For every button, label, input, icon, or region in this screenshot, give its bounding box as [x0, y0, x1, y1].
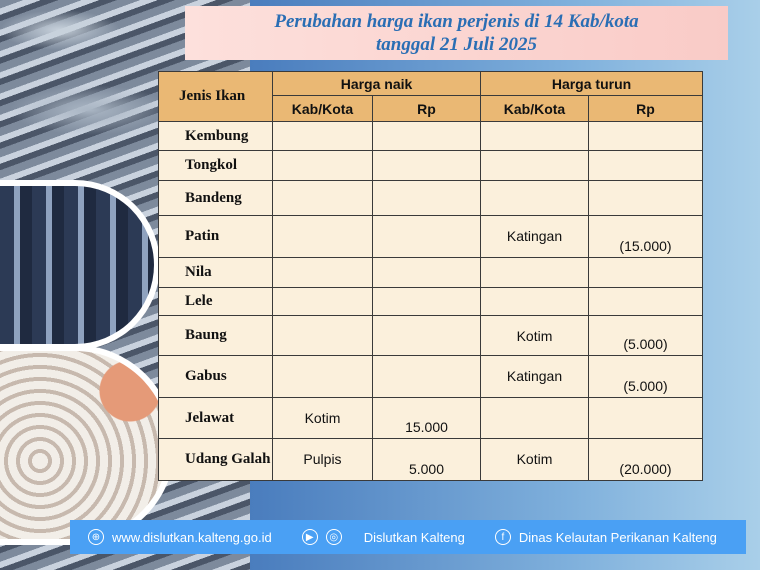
table-row	[159, 316, 703, 356]
turun-rp-cell: (5.000)	[589, 356, 703, 398]
title-line2: tanggal 21 Juli 2025	[376, 34, 537, 55]
fish-name: Baung	[159, 316, 273, 356]
turun-kab-cell	[481, 398, 589, 439]
naik-kab-cell: Pulpis	[273, 439, 373, 481]
youtube-icon: ▶	[302, 529, 318, 545]
header-jenis-ikan: Jenis Ikan	[159, 72, 273, 122]
naik-rp-cell	[373, 181, 481, 216]
table-row	[159, 258, 703, 288]
price-change-table	[158, 71, 703, 481]
globe-icon: ⊕	[88, 529, 104, 545]
naik-rp-cell: 5.000	[373, 439, 481, 481]
table-row	[159, 398, 703, 439]
naik-rp-cell	[373, 356, 481, 398]
naik-kab-cell	[273, 316, 373, 356]
fish-name: Tongkol	[159, 151, 273, 181]
naik-kab-cell	[273, 258, 373, 288]
facebook-page[interactable]: Dinas Kelautan Perikanan Kalteng	[518, 529, 717, 545]
turun-rp-cell: (20.000)	[589, 439, 703, 481]
naik-rp-cell	[373, 122, 481, 151]
fish-name: Jelawat	[159, 398, 273, 439]
header-turun-rp: Rp	[589, 96, 703, 122]
naik-rp-cell	[373, 288, 481, 316]
turun-kab-cell	[481, 288, 589, 316]
table-row	[159, 356, 703, 398]
naik-kab-cell: Kotim	[273, 398, 373, 439]
website-link[interactable]: www.dislutkan.kalteng.go.id	[112, 529, 272, 545]
footer-bar	[70, 520, 746, 554]
fish-name: Kembung	[159, 122, 273, 151]
header-harga-turun: Harga turun	[481, 72, 703, 96]
fish-name: Gabus	[159, 356, 273, 398]
turun-rp-cell: (15.000)	[589, 216, 703, 258]
fish-name: Bandeng	[159, 181, 273, 216]
naik-rp-cell	[373, 258, 481, 288]
naik-kab-cell	[273, 181, 373, 216]
turun-kab-cell: Katingan	[481, 356, 589, 398]
header-naik-rp: Rp	[373, 96, 481, 122]
turun-kab-cell	[481, 122, 589, 151]
fish-name: Patin	[159, 216, 273, 258]
turun-kab-cell	[481, 181, 589, 216]
table-row	[159, 288, 703, 316]
turun-kab-cell: Kotim	[481, 316, 589, 356]
turun-kab-cell	[481, 258, 589, 288]
title-line1: Perubahan harga ikan perjenis di 14 Kab/kota	[274, 11, 639, 32]
table-row	[159, 181, 703, 216]
fish-name: Nila	[159, 258, 273, 288]
naik-rp-cell: 15.000	[373, 398, 481, 439]
turun-rp-cell	[589, 181, 703, 216]
facebook-icon: f	[495, 529, 511, 545]
turun-rp-cell	[589, 258, 703, 288]
naik-kab-cell	[273, 288, 373, 316]
turun-rp-cell	[589, 398, 703, 439]
naik-rp-cell	[373, 151, 481, 181]
turun-rp-cell	[589, 122, 703, 151]
instagram-icon: ◎	[326, 529, 342, 545]
turun-rp-cell	[589, 151, 703, 181]
naik-kab-cell	[273, 122, 373, 151]
header-naik-kab: Kab/Kota	[273, 96, 373, 122]
social-handle[interactable]: Dislutkan Kalteng	[363, 529, 465, 545]
fish-name: Udang Galah	[159, 439, 273, 481]
table-row	[159, 151, 703, 181]
naik-kab-cell	[273, 216, 373, 258]
table-row	[159, 216, 703, 258]
naik-rp-cell	[373, 316, 481, 356]
table-row	[159, 122, 703, 151]
page-title	[185, 6, 728, 60]
naik-kab-cell	[273, 151, 373, 181]
naik-rp-cell	[373, 216, 481, 258]
turun-rp-cell	[589, 288, 703, 316]
naik-kab-cell	[273, 356, 373, 398]
turun-rp-cell: (5.000)	[589, 316, 703, 356]
table-row	[159, 439, 703, 481]
turun-kab-cell: Kotim	[481, 439, 589, 481]
turun-kab-cell: Katingan	[481, 216, 589, 258]
fish-name: Lele	[159, 288, 273, 316]
header-turun-kab: Kab/Kota	[481, 96, 589, 122]
header-harga-naik: Harga naik	[273, 72, 481, 96]
turun-kab-cell	[481, 151, 589, 181]
